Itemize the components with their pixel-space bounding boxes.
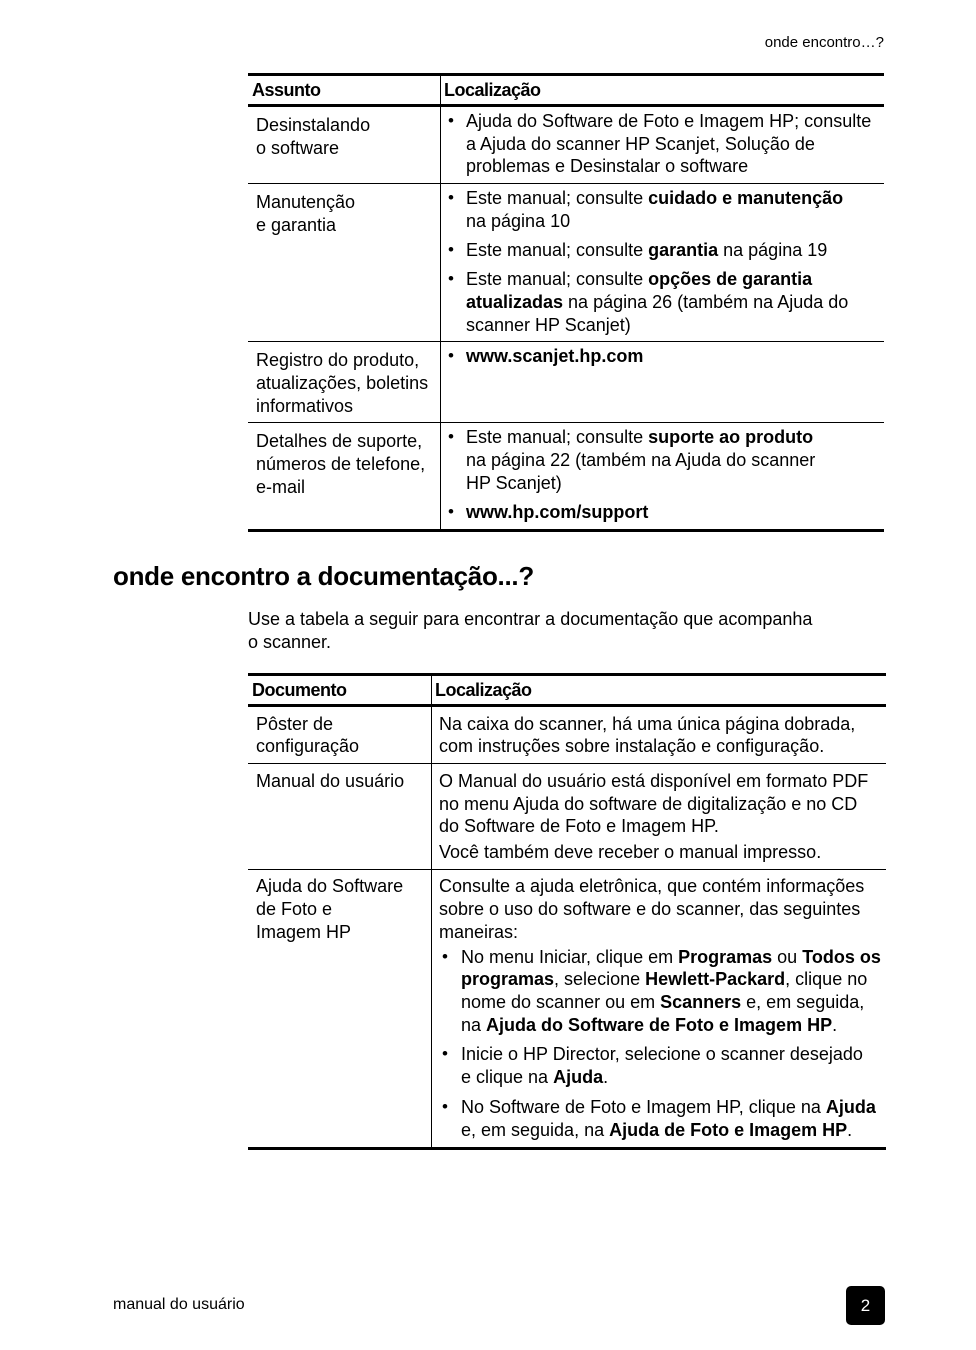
list-item-text: e, em seguida, na [461,992,865,1035]
list-item-text: Este manual; consulte [466,269,649,290]
list-item [447,187,880,232]
table-header-row [248,676,886,707]
page-number-badge [846,1286,885,1325]
list-item-emphasis: Scanners [660,992,742,1013]
list-item-emphasis: Ajuda de Foto e Imagem HP [609,1119,848,1140]
list-item [447,426,880,494]
list-item-emphasis: Ajuda [553,1067,604,1088]
location-list [447,426,880,523]
list-item-text: . [603,1067,609,1088]
running-header: onde encontro…? [764,34,884,51]
column-header-location: Localização [431,676,886,704]
subject-cell [248,342,440,422]
list-item-text: , clique no nome do scanner ou em [461,969,868,1013]
list-item-text: na página 26 (também na Ajuda do scanner HP Scanjet) [466,291,849,335]
row-subject: Desinstalando o software [256,115,371,158]
column-header-location: Localização [440,76,884,104]
list-item-emphasis: Todos os programas [461,946,881,990]
page-number: 2 [860,1296,871,1315]
website-url: www.hp.com/support [466,502,649,523]
list-item-text: Este manual; consulte [466,188,649,209]
list-item-emphasis: Programas [678,946,773,967]
list-item-text: Inicie o HP Director, selecione o scanner desejado e clique na [461,1044,863,1088]
row-document: Manual do usuário [256,770,405,791]
website-url: www.scanjet.hp.com [466,346,644,367]
row-subject: Registro do produto, atualizações, boletins informativos [256,350,429,416]
subject-cell [248,184,440,341]
document-cell [248,870,431,1147]
document-cell [248,707,431,763]
section-title: onde encontro a documentação...? [113,561,534,591]
list-item-text: e, em seguida, na [461,1119,605,1140]
row-subject: Detalhes de suporte, números de telefone, e-mail [256,431,426,497]
list-item [447,239,880,262]
list-item-text: No menu Iniciar, clique em [461,946,679,967]
list-item-text: ou [772,946,803,967]
list-item [439,1096,882,1141]
table-header-row [248,76,884,107]
list-item-text: Este manual; consulte [466,427,649,448]
location-list [447,187,880,336]
list-item-text: Ajuda do Software de Foto e Imagem HP; consulte a Ajuda do scanner HP Scanjet, Solução de problemas e Desinstalar o software [466,111,872,177]
row-subject: Manutenção e garantia [256,192,356,235]
table-row [248,423,884,528]
footer-manual-title: manual do usuário [113,1296,245,1313]
list-item [447,110,880,178]
location-paragraph: Na caixa do scanner, há uma única página dobrada, com instruções sobre instalação e configuração. [439,713,856,757]
table-row [248,870,886,1147]
table-row [248,107,884,184]
section-intro: Use a tabela a seguir para encontrar a documentação que acompanha o scanner. [248,609,813,652]
table-row [248,764,886,869]
location-paragraph: O Manual do usuário está disponível em formato PDF no menu Ajuda do software de digitalização e no CD do Software de Foto e Imagem HP. [439,770,869,837]
location-list [447,345,880,368]
list-item-emphasis: garantia [648,240,719,261]
list-item-emphasis: Ajuda do Software de Foto e Imagem HP [486,1014,833,1035]
list-item-emphasis: cuidado e manutenção [648,188,844,209]
list-item [439,1043,882,1088]
location-list [439,946,882,1142]
location-cell [440,184,884,341]
subject-cell [248,423,440,528]
location-cell [431,764,886,868]
row-document: Ajuda do Software de Foto e Imagem HP [256,876,404,942]
location-cell [440,423,884,528]
column-header-document: Documento [252,680,347,700]
list-item-text: na página 22 (também na Ajuda do scanner HP Scanjet) [466,450,816,493]
list-item [447,268,880,336]
document-cell [248,764,431,868]
list-item [447,501,880,524]
list-item-emphasis: suporte ao produto [648,427,814,448]
table-row [248,707,886,764]
list-item-emphasis: opções de garantia atualizadas [466,269,813,312]
list-item-text: Este manual; consulte [466,240,649,261]
list-item-text: , selecione [554,969,646,990]
subject-cell [248,107,440,183]
list-item-text: na página 10 [466,210,571,231]
location-paragraph: Consulte a ajuda eletrônica, que contém informações sobre o uso do software e do scanner, das seguintes maneiras: [439,876,865,942]
table-row [248,184,884,342]
list-item-text: . [847,1119,853,1140]
subject-location-table [248,73,884,532]
location-paragraph: Você também deve receber o manual impresso. [439,841,822,862]
location-cell [431,707,886,763]
location-list [447,110,880,178]
list-item [447,345,880,368]
document-location-table [248,673,886,1150]
location-cell [440,342,884,422]
list-item-emphasis: Ajuda [825,1096,876,1117]
column-header-subject: Assunto [252,80,321,100]
list-item [439,946,882,1037]
list-item-text: No Software de Foto e Imagem HP, clique na [461,1096,826,1117]
location-cell [440,107,884,183]
location-cell [431,870,886,1147]
table-row [248,342,884,423]
list-item-emphasis: Hewlett-Packard [645,969,786,990]
row-document: Pôster de configuração [256,713,360,757]
list-item-text: . [832,1014,838,1035]
list-item-text: na página 19 [718,240,828,261]
